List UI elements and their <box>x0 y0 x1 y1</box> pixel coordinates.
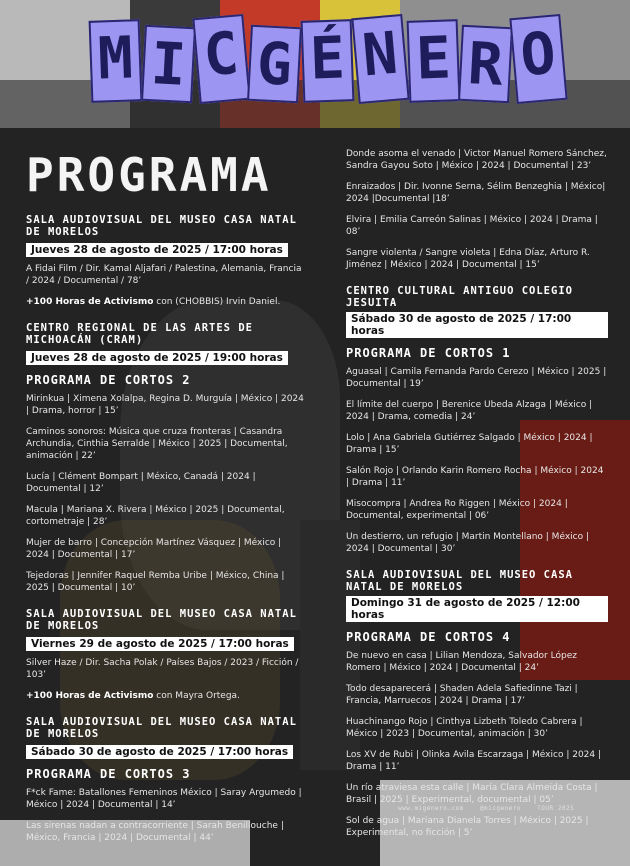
film-item <box>26 820 306 844</box>
program-section <box>346 569 608 839</box>
logo-letter: O <box>510 14 568 104</box>
film-item <box>26 471 306 495</box>
film-text: El límite del cuerpo | Berenice Ubeda Alzaga | México | 2024 | Drama, comedia | 24’ <box>346 400 593 422</box>
block-title: PROGRAMA DE CORTOS 4 <box>346 630 511 644</box>
film-item <box>346 399 608 423</box>
logo-letter: E <box>406 19 460 103</box>
film-item <box>26 296 306 308</box>
left-column <box>26 128 306 853</box>
film-item <box>346 366 608 390</box>
film-item <box>26 570 306 594</box>
film-item <box>346 465 608 489</box>
film-item <box>26 537 306 561</box>
film-text: Lolo | Ana Gabriela Gutiérrez Salgado | México | 2024 | Drama | 15’ <box>346 433 593 455</box>
film-item: Donde asoma el venado | Victor Manuel Romero Sánchez, Sandra Gayou Soto | México | 2024 | Documental | 23’ <box>346 149 607 171</box>
film-item <box>346 531 608 555</box>
venue-title: CENTRO REGIONAL DE LAS ARTES DE MICHOACÁN (CRAM) <box>26 322 253 346</box>
program-section <box>26 608 306 702</box>
film-text: Caminos sonoros: Música que cruza fronteras | Casandra Archundia, Cinthia Serralde | México | 2025 | Documental, animación | 22’ <box>26 427 288 461</box>
venue-title: SALA AUDIOVISUAL DEL MUSEO CASA NATAL DE MORELOS <box>346 569 573 593</box>
film-item: Sangre violenta / Sangre violeta | Edna Díaz, Arturo R. Jiménez | México | 2024 | Documental | 15’ <box>346 248 590 270</box>
program-section <box>26 214 306 308</box>
film-text: con Mayra Ortega. <box>153 691 240 701</box>
film-item <box>26 787 306 811</box>
film-text: Sol de agua | Mariana Dianela Torres | México | 2025 | Experimental, no ficción | 5’ <box>346 816 589 838</box>
footer-handle[interactable]: @micgenero <box>479 805 522 812</box>
footer <box>398 805 586 812</box>
block-title: PROGRAMA DE CORTOS 3 <box>26 767 191 781</box>
logo-letter: É <box>300 19 354 103</box>
page-title: PROGRAMA <box>26 148 272 202</box>
film-text: Aguasal | Camila Fernanda Pardo Cerezo | México | 2025 | Documental | 19’ <box>346 367 607 389</box>
date-badge: Jueves 28 de agosto de 2025 / 19:00 horas <box>26 351 288 365</box>
venue-title: SALA AUDIOVISUAL DEL MUSEO CASA NATAL DE MORELOS <box>26 608 297 632</box>
activism-label: +100 Horas de Activismo <box>26 297 154 307</box>
film-item <box>346 683 608 707</box>
logo-letter: C <box>192 14 250 104</box>
film-text: Lucía | Clément Bompart | México, Canadá | 2024 | Documental | 12’ <box>26 472 256 494</box>
date-badge: Domingo 31 de agosto de 2025 / 12:00 horas <box>346 596 608 622</box>
film-item <box>26 426 306 462</box>
film-item <box>346 498 608 522</box>
film-item <box>346 749 608 773</box>
footer-tour: TOUR 2025 <box>537 805 575 812</box>
program-section <box>26 716 306 844</box>
film-text: Un río atraviesa esta calle | María Clara Almeida Costa | Brasil | 2025 | Experimental, documental | 05’ <box>346 783 598 805</box>
date-badge: Sábado 30 de agosto de 2025 / 17:00 horas <box>346 312 608 338</box>
program-section <box>346 285 608 555</box>
film-item <box>346 650 608 674</box>
film-text: Un destierro, un refugio | Martin Montellano | México | 2024 | Documental | 30’ <box>346 532 589 554</box>
film-text: Mujer de barro | Concepción Martínez Vásquez | México | 2024 | Documental | 17’ <box>26 538 282 560</box>
film-text: con (CHOBBIS) Irvin Daniel. <box>153 297 281 307</box>
film-item <box>26 393 306 417</box>
film-text: Salón Rojo | Orlando Karin Romero Rocha | México | 2024 | Drama | 11’ <box>346 466 604 488</box>
film-text: Los XV de Rubi | Olinka Avila Escarzaga | México | 2024 | Drama | 11’ <box>346 750 602 772</box>
film-text: De nuevo en casa | Lilian Mendoza, Salvador López Romero | México | 2024 | Documental | 24’ <box>346 651 577 673</box>
logo-letter: R <box>458 25 513 104</box>
film-item: Enraizados | Dir. Ivonne Serna, Sélim Benzeghia | México| 2024 |Documental |18’ <box>346 182 606 204</box>
right-column <box>346 148 608 848</box>
film-item <box>346 815 608 839</box>
film-text: F*ck Fame: Batallones Femeninos México | Saray Argumedo | México | 2024 | Documental | 14’ <box>26 788 302 810</box>
film-text: Misocompra | Andrea Ro Riggen | México | 2024 | Documental, experimental | 06’ <box>346 499 568 521</box>
date-badge: Sábado 30 de agosto de 2025 / 17:00 horas <box>26 745 293 759</box>
footer-website[interactable]: www.migenero.com <box>398 805 464 812</box>
film-text: Tejedoras | Jennifer Raquel Remba Uribe | México, China | 2025 | Documental | 10’ <box>26 571 285 593</box>
logo-letter: I <box>141 25 196 104</box>
film-item <box>26 504 306 528</box>
film-item <box>346 782 608 806</box>
film-item <box>26 690 306 702</box>
film-item <box>346 432 608 456</box>
block-title: PROGRAMA DE CORTOS 2 <box>26 373 191 387</box>
logo-letter: M <box>89 19 143 103</box>
film-text: Huachinango Rojo | Cinthya Lizbeth Toledo Cabrera | México | 2023 | Documental, animación | 30’ <box>346 717 583 739</box>
film-text: A Fidai Film / Dir. Kamal Aljafari / Palestina, Alemania, Francia / 2024 / Documental / 78’ <box>26 264 302 286</box>
film-text: Las sirenas nadan a contracorriente | Sarah Benillouche | México, Francia | 2024 | Documental | 44’ <box>26 821 284 843</box>
film-item <box>26 263 306 287</box>
venue-title: CENTRO CULTURAL ANTIGUO COLEGIO JESUITA <box>346 285 573 309</box>
venue-title: SALA AUDIOVISUAL DEL MUSEO CASA NATAL DE MORELOS <box>26 716 297 740</box>
film-text: Macula | Mariana X. Rivera | México | 2025 | Documental, cortometraje | 28’ <box>26 505 285 527</box>
film-item <box>346 716 608 740</box>
date-badge: Viernes 29 de agosto de 2025 / 17:00 horas <box>26 637 294 651</box>
logo-letter: G <box>247 25 302 104</box>
program-section <box>26 322 306 594</box>
date-badge: Jueves 28 de agosto de 2025 / 17:00 horas <box>26 243 288 257</box>
venue-title: SALA AUDIOVISUAL DEL MUSEO CASA NATAL DE MORELOS <box>26 214 297 238</box>
block-title: PROGRAMA DE CORTOS 1 <box>346 346 511 360</box>
film-text: Silver Haze / Dir. Sacha Polak / Países Bajos / 2023 / Ficción / 103’ <box>26 658 299 680</box>
film-item <box>26 657 306 681</box>
activism-label: +100 Horas de Activismo <box>26 691 154 701</box>
logo-letter: N <box>351 14 409 104</box>
micgenero-logo <box>90 18 559 102</box>
film-text: Mirinkua | Ximena Xolalpa, Regina D. Murguía | México | 2024 | Drama, horror | 15’ <box>26 394 304 416</box>
film-item: Elvira | Emilia Carreón Salinas | México | 2024 | Drama | 08’ <box>346 215 598 237</box>
film-text: Todo desaparecerá | Shaden Adela Safiedinne Tazi | Francia, Marruecos | 2024 | Drama | 17’ <box>346 684 578 706</box>
